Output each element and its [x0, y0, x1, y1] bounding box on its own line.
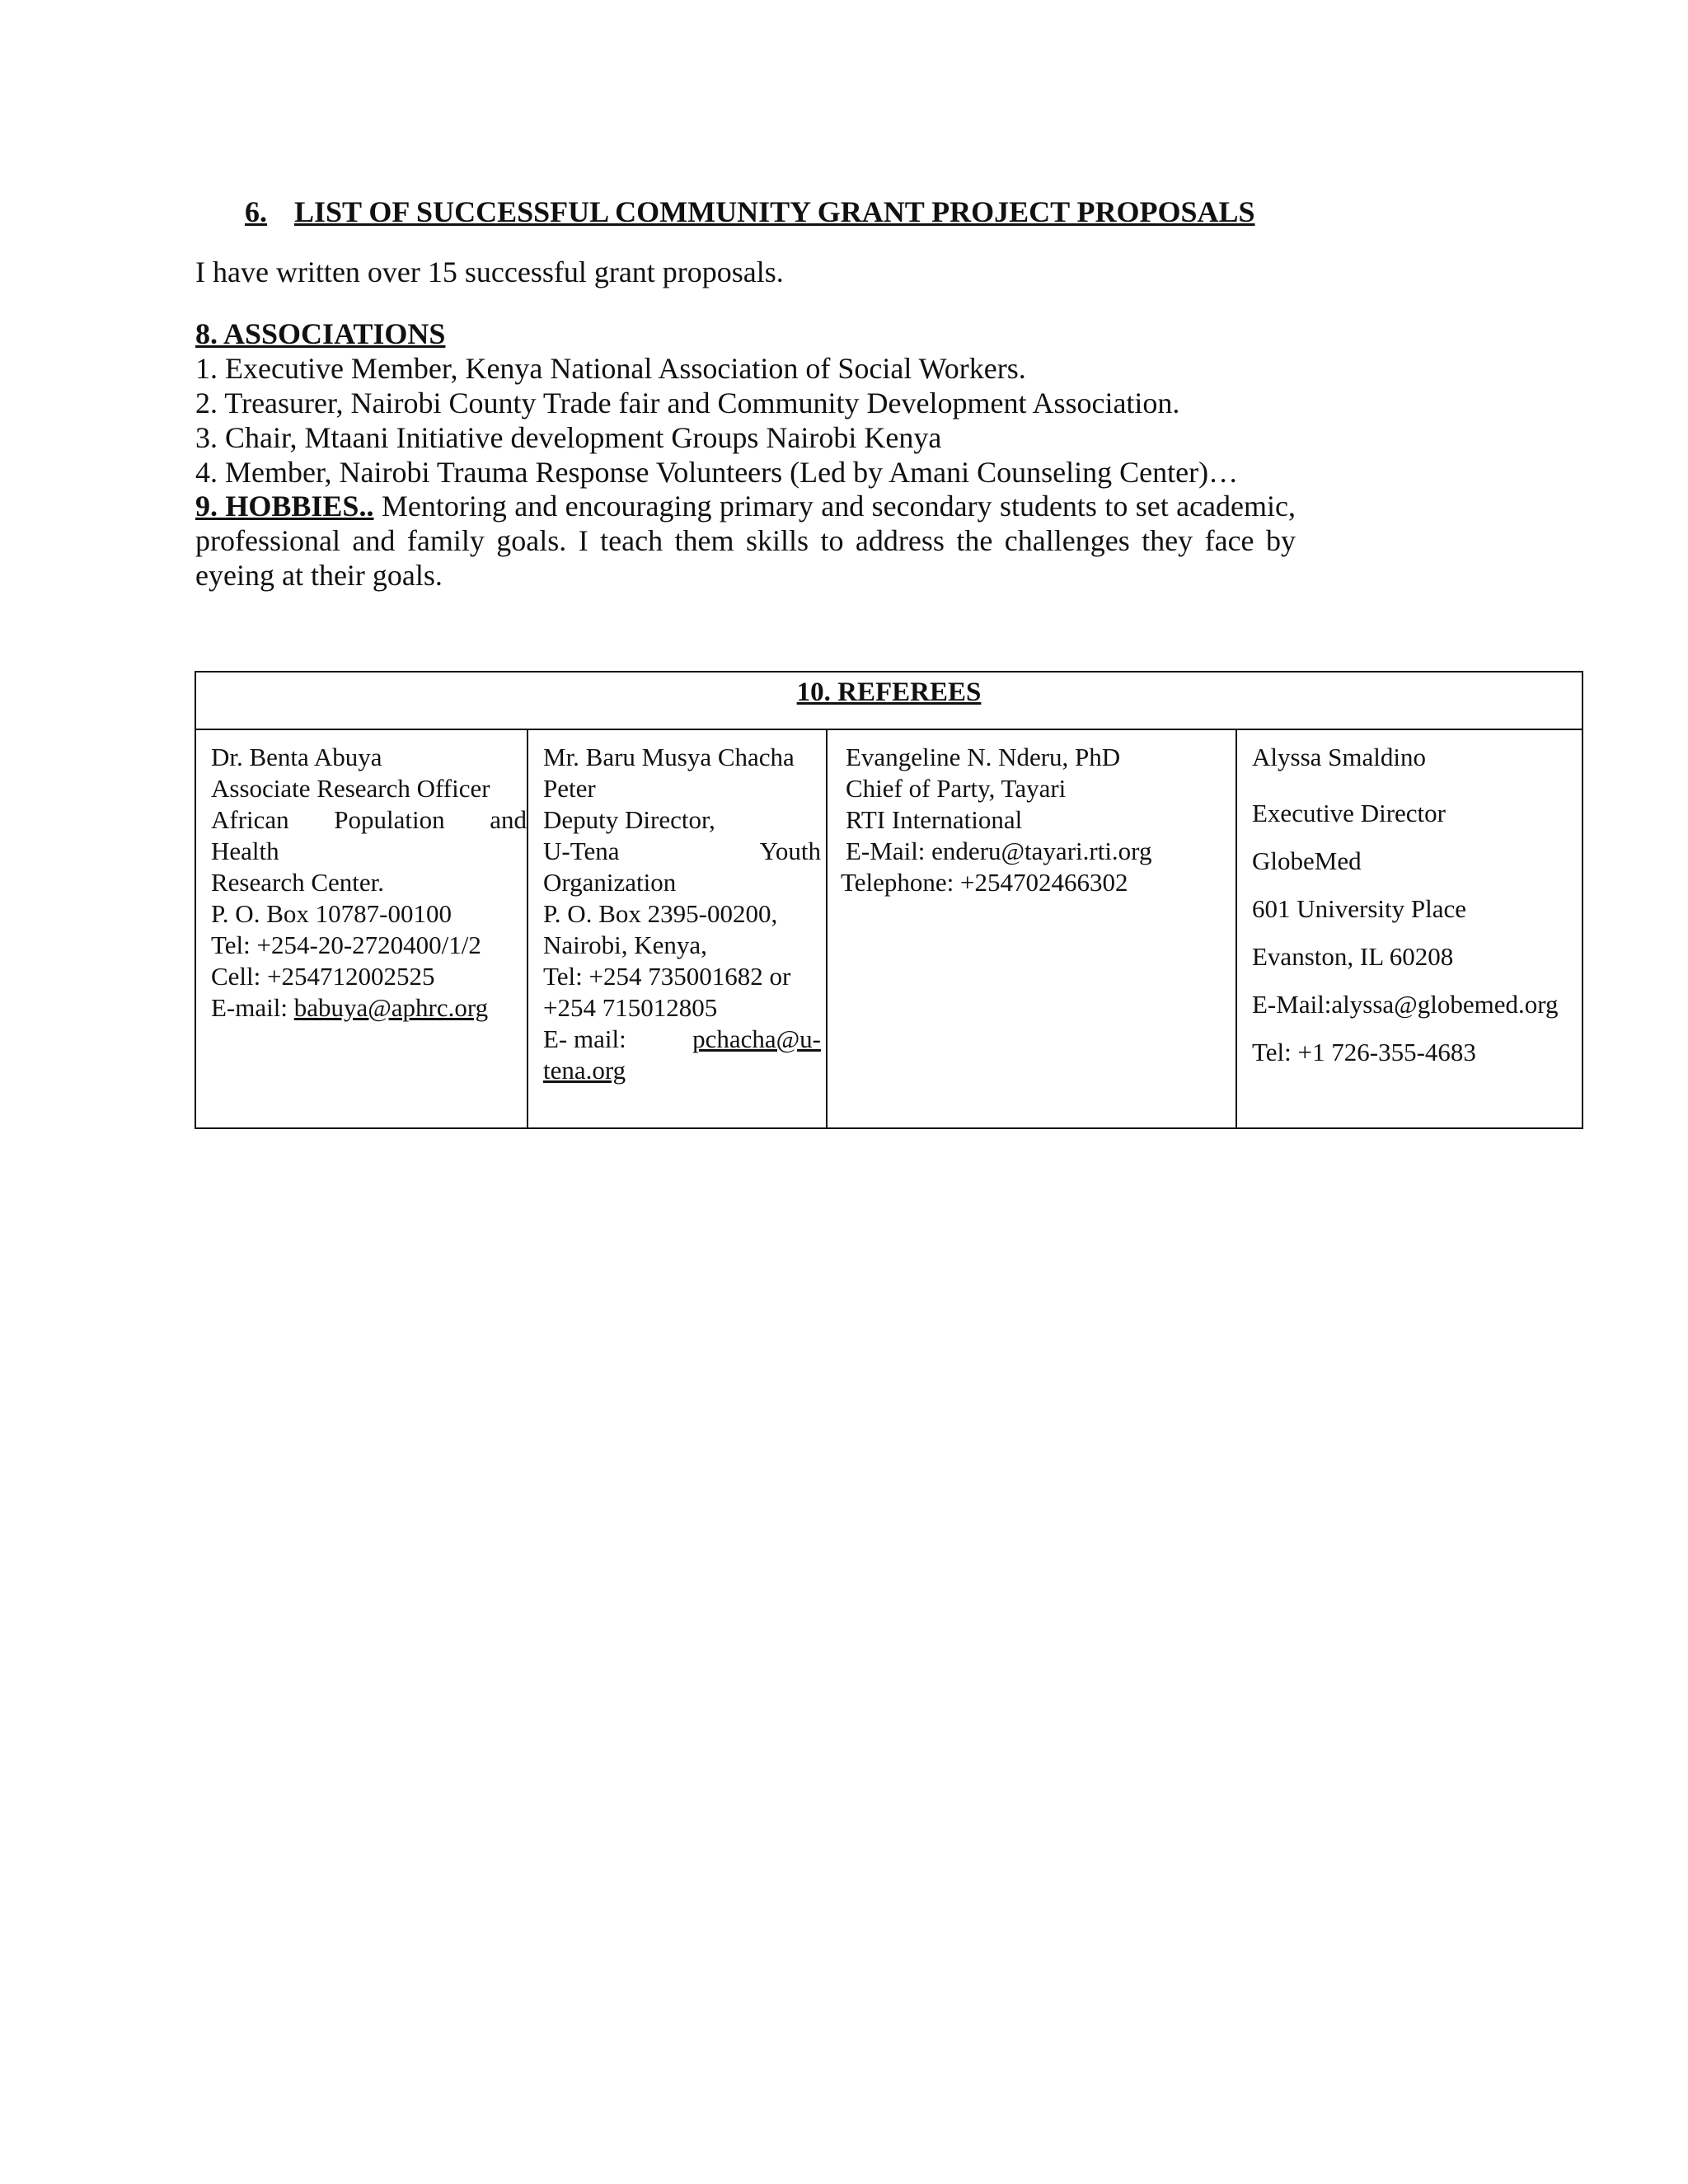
org-word: Youth	[759, 837, 821, 865]
referee-name-cont: Peter	[543, 774, 596, 803]
section-6-title: LIST OF SUCCESSFUL COMMUNITY GRANT PROJECT PROPOSALS	[294, 195, 1255, 228]
section-6-number: 6.	[245, 195, 267, 228]
referee-tel: Tel: +1 726-355-4683	[1252, 1038, 1476, 1066]
referee-organization-cont: Health	[211, 837, 279, 865]
referee-cell-3	[828, 730, 1237, 1127]
associations-list	[195, 351, 1238, 490]
referee-email-line	[211, 992, 527, 1024]
referee-tel: Tel: +254-20-2720400/1/2	[211, 930, 481, 959]
referee-role: Associate Research Officer	[211, 774, 490, 803]
org-word: U-Tena	[543, 837, 620, 865]
association-item: 4. Member, Nairobi Trauma Response Volunteers (Led by Amani Counseling Center)…	[195, 456, 1239, 489]
association-item: 1. Executive Member, Kenya National Association of Social Workers.	[195, 352, 1026, 385]
referee-cell: Cell: +254712002525	[211, 962, 435, 991]
org-word: Population	[334, 805, 445, 834]
hobbies-text: Mentoring and encouraging primary and secondary students to set academic, professional and family goals. I teach them skills to address the challenges they face by eyeing at their goals.	[195, 490, 1296, 592]
referees-header	[196, 673, 1582, 730]
referee-po-box: P. O. Box 10787-00100	[211, 899, 452, 928]
referee-cell-2	[528, 730, 828, 1127]
referee-role: Chief of Party, Tayari	[846, 774, 1067, 803]
referee-organization: GlobeMed	[1252, 846, 1362, 875]
referee-organization	[543, 836, 821, 867]
grant-proposals-text: I have written over 15 successful grant proposals.	[195, 255, 784, 288]
referee-email-line	[543, 1024, 821, 1055]
referee-city: Evanston, IL 60208	[1252, 942, 1454, 971]
referee-city: Nairobi, Kenya,	[543, 930, 707, 959]
referee-email: E-Mail:alyssa@globemed.org	[1252, 990, 1559, 1019]
referees-title: 10. REFEREES	[796, 677, 982, 707]
referee-po-box: P. O. Box 2395-00200,	[543, 899, 778, 928]
referee-email-link-cont[interactable]: tena.org	[543, 1056, 626, 1085]
referee-tel-cont: +254 715012805	[543, 993, 718, 1022]
hobbies-paragraph	[195, 489, 1296, 593]
referee-email-link[interactable]: babuya@aphrc.org	[293, 993, 489, 1022]
referee-cell-1	[196, 730, 528, 1127]
referee-role: Deputy Director,	[543, 805, 715, 834]
referee-name: Mr. Baru Musya Chacha	[543, 743, 795, 771]
referee-organization-cont: Research Center.	[211, 868, 385, 897]
referee-cell-4	[1237, 730, 1585, 1127]
email-label: E-mail:	[211, 993, 294, 1022]
referee-address: 601 University Place	[1252, 894, 1467, 923]
referee-tel: Telephone: +254702466302	[841, 868, 1128, 897]
referee-email-link[interactable]: pchacha@u-	[692, 1024, 821, 1053]
referee-role: Executive Director	[1252, 799, 1446, 827]
email-label: E- mail:	[543, 1024, 626, 1053]
org-word: and	[490, 805, 527, 834]
referees-table	[195, 671, 1583, 1129]
referee-name: Alyssa Smaldino	[1252, 743, 1426, 771]
org-word: African	[211, 805, 289, 834]
associations-heading: 8. ASSOCIATIONS	[195, 317, 446, 350]
referee-tel: Tel: +254 735001682 or	[543, 962, 791, 991]
hobbies-heading: 9. HOBBIES..	[195, 490, 374, 523]
association-item: 2. Treasurer, Nairobi County Trade fair and Community Development Association.	[195, 387, 1180, 419]
referee-name: Evangeline N. Nderu, PhD	[846, 743, 1121, 771]
referee-organization	[211, 804, 527, 836]
referee-organization: RTI International	[846, 805, 1023, 834]
association-item: 3. Chair, Mtaani Initiative development Groups Nairobi Kenya	[195, 421, 942, 454]
referee-email: E-Mail: enderu@tayari.rti.org	[846, 837, 1152, 865]
section-6-heading	[245, 194, 1255, 229]
referee-organization-cont: Organization	[543, 868, 677, 897]
referee-name: Dr. Benta Abuya	[211, 743, 382, 771]
